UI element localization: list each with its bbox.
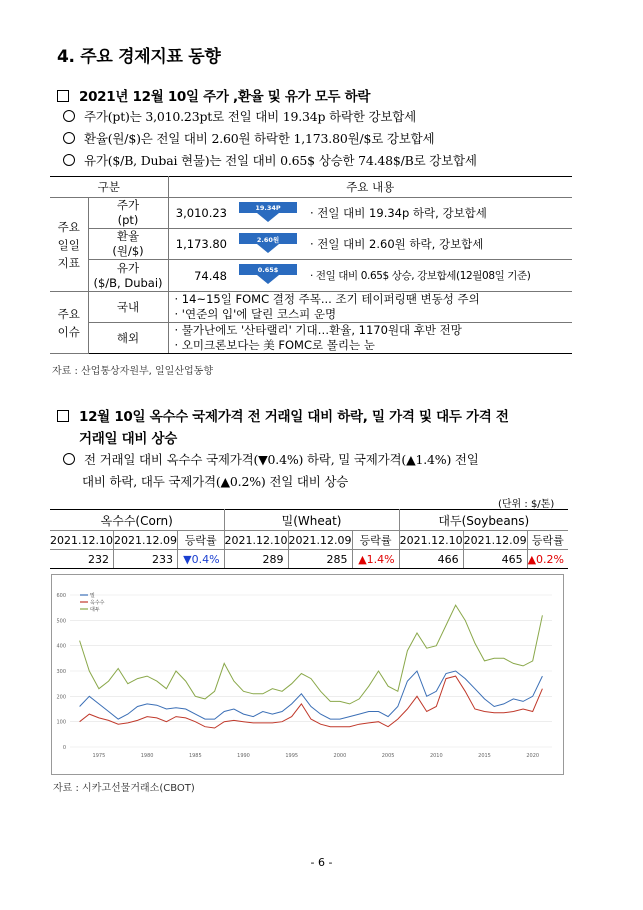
x-tick-label: 1975	[92, 753, 106, 759]
table-header-content: 주요 내용	[168, 177, 572, 198]
indicator-desc: · 전일 대비 2.60원 하락, 강보합세	[304, 229, 572, 260]
x-tick-label: 2015	[478, 753, 491, 759]
indicator-name: 환율 (원/$)	[88, 229, 168, 260]
section1-bullet-2: 환율(원/$)은 전일 대비 2.60원 하락한 1,173.80원/$로 강보합세	[63, 129, 434, 147]
legend-label: 대두	[90, 607, 100, 613]
indicator-desc: · 전일 대비 0.65$ 상승, 강보합세(12월08일 기준)	[304, 260, 572, 292]
issue-domestic: 국내	[88, 292, 168, 323]
x-tick-label: 1990	[237, 753, 250, 759]
y-tick-label: 600	[56, 593, 66, 599]
subheader-date-current: 2021.12.10	[224, 531, 288, 550]
x-tick-label: 1980	[140, 753, 154, 759]
legend-label: 옥수수	[90, 600, 105, 606]
change-badge	[232, 198, 304, 229]
y-tick-label: 400	[56, 643, 66, 650]
section2-title-row	[57, 405, 509, 425]
corn-change: ▼0.4%	[177, 550, 224, 569]
legend-label: 밀	[90, 593, 95, 599]
page-heading: 4. 주요 경제지표 동향	[57, 47, 221, 67]
down-arrow-icon: 2.60원	[235, 232, 301, 254]
x-tick-label: 2010	[429, 753, 443, 759]
circle-bullet-icon	[63, 110, 75, 122]
wheat-change: ▲1.4%	[352, 550, 399, 569]
subheader-date-prev: 2021.12.09	[463, 531, 527, 550]
section2-bullet-line1: 전 거래일 대비 옥수수 국제가격(▼0.4%) 하락, 밀 국제가격(▲1.4%) 전일	[63, 450, 479, 468]
soy-prev: 465	[463, 550, 527, 569]
y-tick-label: 200	[56, 694, 66, 701]
table1-source: 자료 : 산업통상자원부, 일일산업동향	[52, 366, 213, 377]
subheader-date-prev: 2021.12.09	[288, 531, 352, 550]
section2-title: 12월 10일 옥수수 국제가격 전 거래일 대비 하락, 밀 가격 및 대두 가격 전	[79, 409, 509, 425]
indicator-value: 1,173.80	[168, 229, 232, 260]
wheat-prev: 285	[288, 550, 352, 569]
corn-prev: 233	[113, 550, 177, 569]
series-line-1	[80, 676, 543, 728]
page-number: - 6 -	[310, 856, 333, 869]
square-bullet-icon	[57, 410, 69, 422]
down-arrow-icon: 19.34P	[235, 201, 301, 223]
soy-current: 466	[399, 550, 463, 569]
group-daily-indicators: 주요 일일 지표	[50, 198, 88, 292]
indicator-name: 주가 (pt)	[88, 198, 168, 229]
group-soybeans: 대두(Soybeans)	[399, 510, 568, 531]
group-wheat: 밀(Wheat)	[224, 510, 399, 531]
group-corn: 옥수수(Corn)	[50, 510, 224, 531]
circle-bullet-icon	[63, 132, 75, 144]
issue-domestic-lines: · 14~15일 FOMC 결정 주목... 조기 테이퍼링땐 변동성 주의 · '연준의 입'에 달린 코스피 운명	[168, 292, 572, 323]
chart-source: 자료 : 시카고선물거래소(CBOT)	[53, 783, 195, 794]
indicator-value: 74.48	[168, 260, 232, 292]
subheader-date-current: 2021.12.10	[50, 531, 113, 550]
change-badge	[232, 229, 304, 260]
series-line-2	[80, 605, 543, 704]
y-tick-label: 0	[62, 745, 66, 751]
subheader-date-current: 2021.12.10	[399, 531, 463, 550]
down-arrow-icon: 0.65$	[235, 263, 301, 285]
circle-bullet-icon	[63, 154, 75, 166]
indicator-table	[50, 176, 572, 354]
wheat-current: 289	[224, 550, 288, 569]
unit-label: (단위 : $/톤)	[498, 499, 555, 510]
section1-title: 2021년 12월 10일 주가 ,환율 및 유가 모두 하락	[79, 89, 371, 105]
x-tick-label: 1995	[285, 753, 299, 759]
x-tick-label: 2000	[333, 753, 347, 759]
price-chart-svg	[52, 575, 563, 774]
subheader-change: 등락률	[177, 531, 224, 550]
group-major-issues: 주요 이슈	[50, 292, 88, 354]
subheader-date-prev: 2021.12.09	[113, 531, 177, 550]
y-tick-label: 100	[56, 719, 66, 726]
x-tick-label: 1985	[188, 753, 202, 759]
section1-title-row	[57, 85, 370, 105]
section2-bullet-line2: 대비 하락, 대두 국제가격(▲0.2%) 전일 대비 상승	[82, 474, 349, 489]
price-chart	[51, 574, 564, 775]
grain-price-table	[50, 509, 568, 569]
subheader-change: 등락률	[352, 531, 399, 550]
circle-bullet-icon	[63, 453, 75, 465]
soy-change: ▲0.2%	[527, 550, 568, 569]
corn-current: 232	[50, 550, 113, 569]
indicator-name: 유가 ($/B, Dubai)	[88, 260, 168, 292]
issue-overseas-lines: · 물가난에도 '산타랠리' 기대…환율, 1170원대 후반 전망 · 오미크론보다는 美 FOMC로 몰리는 눈	[168, 323, 572, 354]
table-header-category: 구분	[50, 177, 168, 198]
section1-bullet-1: 주가(pt)는 3,010.23pt로 전일 대비 19.34p 하락한 강보합세	[63, 107, 416, 125]
section1-bullet-3: 유가($/B, Dubai 현물)는 전일 대비 0.65$ 상승한 74.48$/B로 강보합세	[63, 151, 477, 169]
y-tick-label: 500	[56, 618, 66, 625]
issue-overseas: 해외	[88, 323, 168, 354]
x-tick-label: 2005	[381, 753, 395, 759]
square-bullet-icon	[57, 90, 69, 102]
section2-title-line2: 거래일 대비 상승	[79, 431, 177, 447]
subheader-change: 등락률	[527, 531, 568, 550]
x-tick-label: 2020	[526, 753, 540, 759]
indicator-value: 3,010.23	[168, 198, 232, 229]
y-tick-label: 300	[56, 669, 66, 675]
indicator-desc: · 전일 대비 19.34p 하락, 강보합세	[304, 198, 572, 229]
change-badge	[232, 260, 304, 292]
